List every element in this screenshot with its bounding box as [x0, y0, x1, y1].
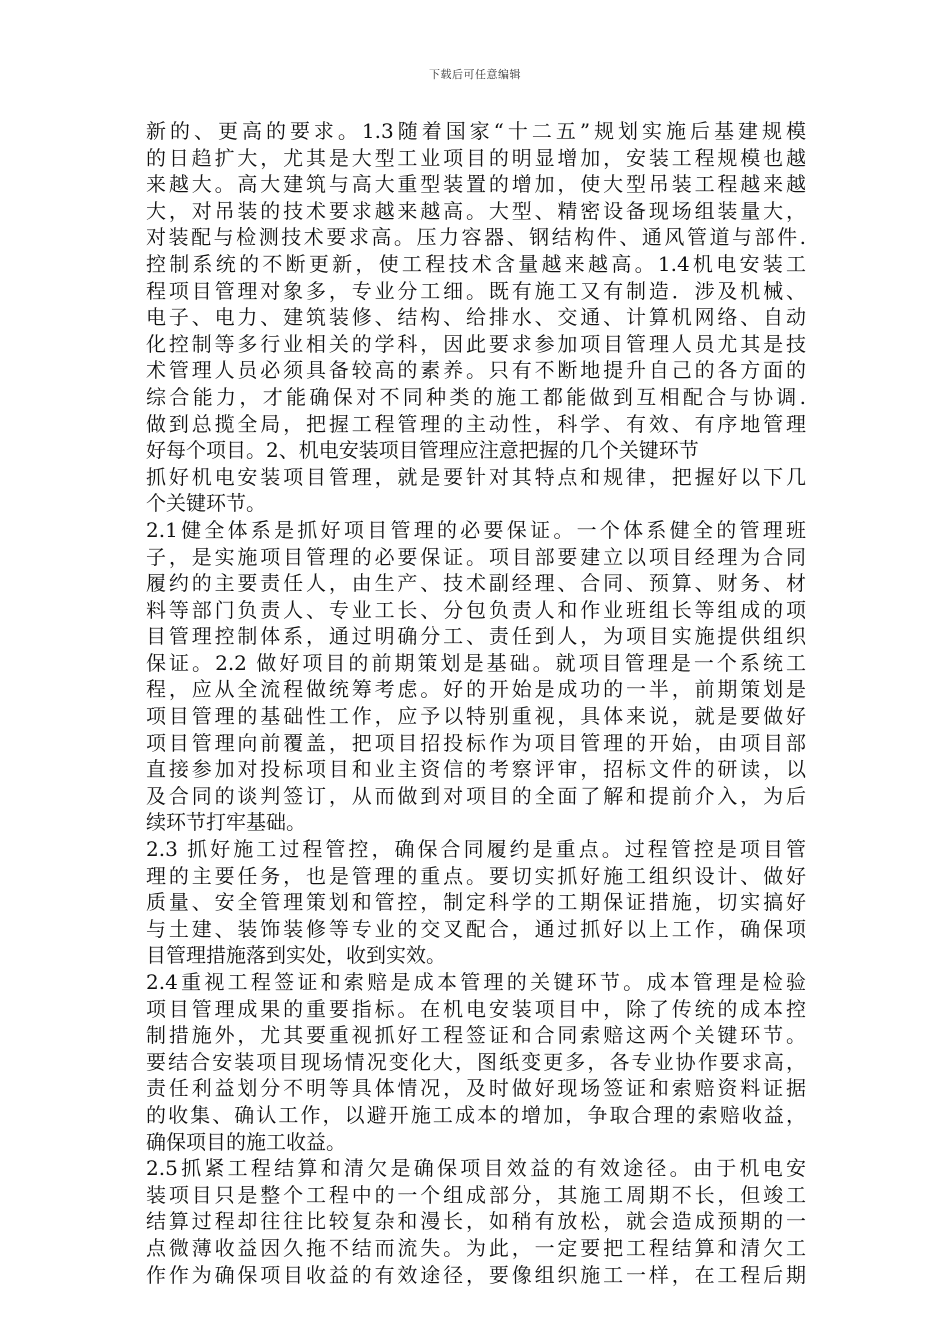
text-line: 个关键环节。	[146, 491, 266, 516]
text-line: 履约的主要责任人，由生产、技术副经理、合同、预算、财务、材	[146, 571, 806, 596]
text-line: 与土建、装饰装修等专业的交叉配合，通过抓好以上工作，确保项	[146, 916, 806, 941]
text-line: 化控制等多行业相关的学科，因此要求参加项目管理人员尤其是技	[146, 331, 806, 356]
text-line: 目管理措施落到实处，收到实效。	[146, 943, 446, 968]
text-line: 2.4重视工程签证和索赔是成本管理的关键环节。成本管理是检验	[146, 970, 806, 994]
text-line: 理的主要任务，也是管理的重点。要切实抓好施工组织设计、做好	[146, 863, 806, 888]
text-line: 料等部门负责人、专业工长、分包负责人和作业班组长等组成的项	[146, 597, 806, 622]
text-line: 项目管理成果的重要指标。在机电安装项目中，除了传统的成本控	[146, 996, 806, 1021]
text-line: 综合能力，才能确保对不同种类的施工都能做到互相配合与协调.	[146, 384, 806, 409]
text-line: 控制系统的不断更新，使工程技术含量越来越高。1.4机电安装工	[146, 251, 806, 276]
text-line: 续环节打牢基础。	[146, 810, 306, 835]
text-line: 装项目只是整个工程中的一个组成部分，其施工周期不长，但竣工	[146, 1182, 806, 1207]
page-header: 下载后可任意编辑	[429, 68, 521, 81]
text-line: 目管理控制体系，通过明确分工、责任到人，为项目实施提供组织	[146, 624, 806, 649]
text-line: 2.5抓紧工程结算和清欠是确保项目效益的有效途径。由于机电安	[146, 1156, 806, 1181]
text-line: 质量、安全管理策划和管控，制定科学的工期保证措施，切实搞好	[146, 890, 806, 915]
text-line: 作作为确保项目收益的有效途径，要像组织施工一样，在工程后期	[146, 1262, 806, 1287]
text-line: 项目管理向前覆盖，把项目招投标作为项目管理的开始，由项目部	[146, 730, 806, 755]
text-line: 电子、电力、建筑装修、结构、给排水、交通、计算机网络、自动	[146, 305, 806, 330]
text-line: 的日趋扩大，尤其是大型工业项目的明显增加，安装工程规模也越	[146, 145, 806, 170]
text-line: 点微薄收益因久拖不结而流失。为此，一定要把工程结算和清欠工	[146, 1235, 806, 1260]
text-line: 程项目管理对象多，专业分工细。既有施工又有制造．涉及机械、	[146, 278, 806, 303]
text-line: 的收集、确认工作，以避开施工成本的增加，争取合理的索赔收益，	[146, 1102, 806, 1127]
text-line: 子，是实施项目管理的必要保证。项目部要建立以项目经理为合同	[146, 544, 806, 569]
text-line: 抓好机电安装项目管理，就是要针对其特点和规律，把握好以下几	[146, 464, 806, 489]
text-line: 项目管理的基础性工作，应予以特别重视，具体来说，就是要做好	[146, 704, 806, 729]
text-line: 新的、更高的要求。1.3随着国家“十二五”规划实施后基建规模	[146, 119, 806, 143]
text-line: 程，应从全流程做统筹考虑。好的开始是成功的一半，前期策划是	[146, 677, 806, 702]
text-line: 做到总揽全局，把握工程管理的主动性，科学、有效、有序地管理	[146, 411, 806, 436]
text-line: 大，对吊装的技术要求越来越高。大型、精密设备现场组装量大，	[146, 198, 806, 223]
document-body	[146, 118, 806, 1288]
text-line: 来越大。高大建筑与高大重型装置的增加，使大型吊装工程越来越	[146, 172, 806, 197]
text-line: 好每个项目。2、机电安装项目管理应注意把握的几个关键环节	[146, 438, 699, 463]
text-line: 结算过程却往往比较复杂和漫长，如稍有放松，就会造成预期的一	[146, 1209, 806, 1234]
text-line: 制措施外，尤其要重视抓好工程签证和合同索赔这两个关键环节。	[146, 1023, 806, 1048]
text-line: 对装配与检测技术要求高。压力容器、钢结构件、通风管道与部件.	[146, 225, 806, 250]
text-line: 要结合安装项目现场情况变化大，图纸变更多，各专业协作要求高，	[146, 1049, 806, 1074]
text-line: 术管理人员必须具备较高的素养。只有不断地提升自己的各方面的	[146, 358, 806, 383]
text-line: 责任利益划分不明等具体情况，及时做好现场签证和索赔资料证据	[146, 1076, 806, 1101]
text-line: 2.1健全体系是抓好项目管理的必要保证。一个体系健全的管理班	[146, 517, 806, 542]
text-line: 确保项目的施工收益。	[146, 1129, 346, 1154]
text-line: 保证。2.2 做好项目的前期策划是基础。就项目管理是一个系统工	[146, 650, 806, 675]
text-line: 及合同的谈判签订，从而做到对项目的全面了解和提前介入，为后	[146, 783, 806, 808]
text-line: 2.3 抓好施工过程管控，确保合同履约是重点。过程管控是项目管	[146, 837, 806, 862]
text-line: 直接参加对投标项目和业主资信的考察评审，招标文件的研读，以	[146, 757, 806, 782]
